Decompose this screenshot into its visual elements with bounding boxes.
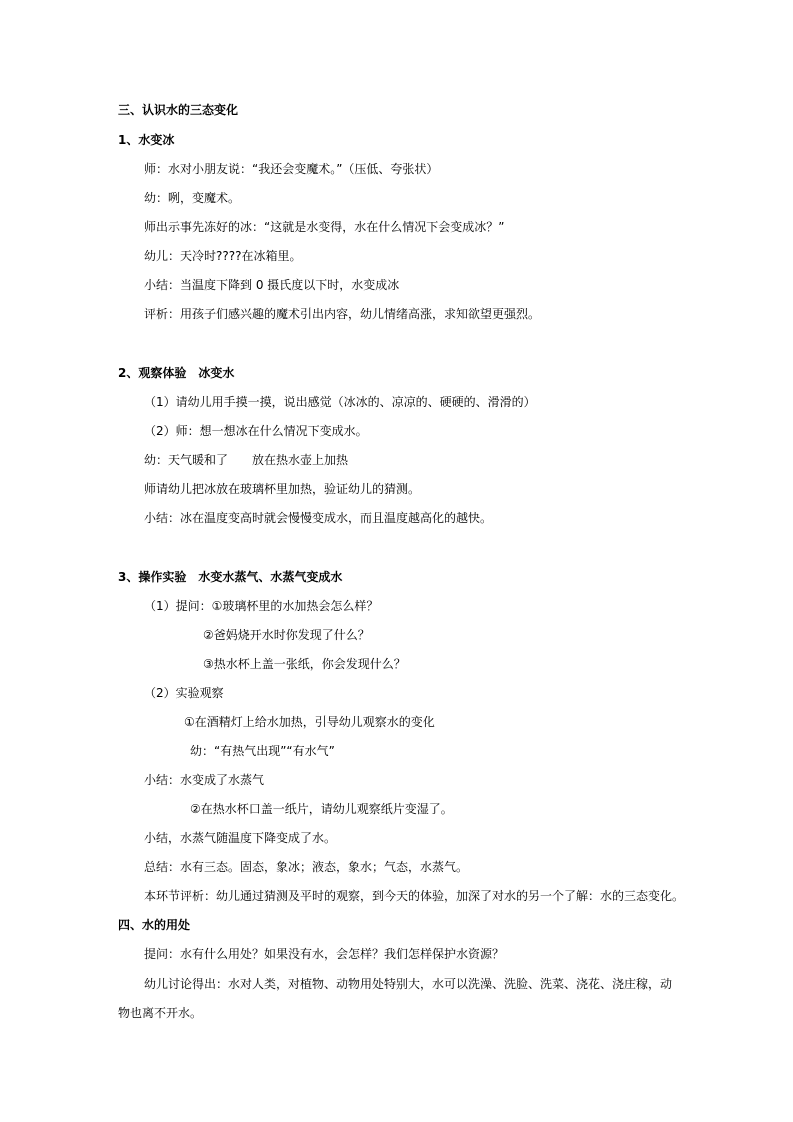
paragraph: 师：水对小朋友说：“我还会变魔术。”（压低、夸张状） [144, 162, 439, 176]
paragraph: 师出示事先冻好的冰：“这就是水变得，水在什么情况下会变成冰？” [144, 220, 505, 234]
paragraph: 评析：用孩子们感兴趣的魔术引出内容，幼儿情绪高涨，求知欲望更强烈。 [144, 307, 541, 321]
paragraph: ②爸妈烧开水时你发现了什么？ [203, 628, 370, 642]
paragraph: 小结：水变成了水蒸气 [144, 773, 265, 787]
paragraph: （2）师：想一想冰在什么情况下变成水。 [144, 424, 368, 438]
paragraph: （2）实验观察 [144, 686, 224, 700]
paragraph: 提问：水有什么用处？如果没有水，会怎样？我们怎样保护水资源？ [144, 947, 505, 961]
paragraph: 物也离不开水。 [118, 1006, 203, 1020]
paragraph: 小结，水蒸气随温度下降变成了水。 [144, 831, 337, 845]
paragraph: 本环节评析：幼儿通过猜测及平时的观察，到今天的体验，加深了对水的另一个了解：水的三态变化。 [144, 889, 685, 903]
paragraph: 幼：咧，变魔术。 [144, 191, 241, 205]
paragraph: （1）提问：①玻璃杯里的水加热会怎么样？ [144, 599, 379, 613]
subsection-1-heading: 1、水变冰 [118, 133, 175, 147]
section-4-heading: 四、水的用处 [118, 918, 191, 932]
subsection-3-heading: 3、操作实验 水变水蒸气、水蒸气变成水 [118, 570, 343, 584]
paragraph: （1）请幼儿用手摸一摸，说出感觉（冰冰的、凉凉的、硬硬的、滑滑的） [144, 395, 536, 409]
paragraph: 幼：天气暖和了 放在热水壶上加热 [144, 453, 349, 467]
paragraph: 总结：水有三态。固态，象冰；液态，象水；气态，水蒸气。 [144, 860, 469, 874]
paragraph: 幼：“有热气出现”“有水气” [190, 744, 335, 758]
paragraph: ①在酒精灯上给水加热，引导幼儿观察水的变化 [184, 715, 435, 729]
paragraph: 小结：当温度下降到 0 摄氏度以下时，水变成冰 [144, 278, 400, 292]
paragraph: ②在热水杯口盖一纸片，请幼儿观察纸片变湿了。 [190, 802, 453, 816]
paragraph: 幼儿讨论得出：水对人类，对植物、动物用处特别大，水可以洗澡、洗脸、洗菜、浇花、浇庄稼，动 [144, 977, 673, 991]
paragraph: 幼儿：天冷时????在冰箱里。 [144, 249, 302, 263]
section-3-heading: 三、认识水的三态变化 [118, 103, 239, 117]
paragraph: 小结：冰在温度变高时就会慢慢变成水，而且温度越高化的越快。 [144, 511, 493, 525]
paragraph: 师请幼儿把冰放在玻璃杯里加热，验证幼儿的猜测。 [144, 482, 421, 496]
paragraph: ③热水杯上盖一张纸，你会发现什么？ [203, 657, 406, 671]
subsection-2-heading: 2、观察体验 冰变水 [118, 366, 235, 380]
